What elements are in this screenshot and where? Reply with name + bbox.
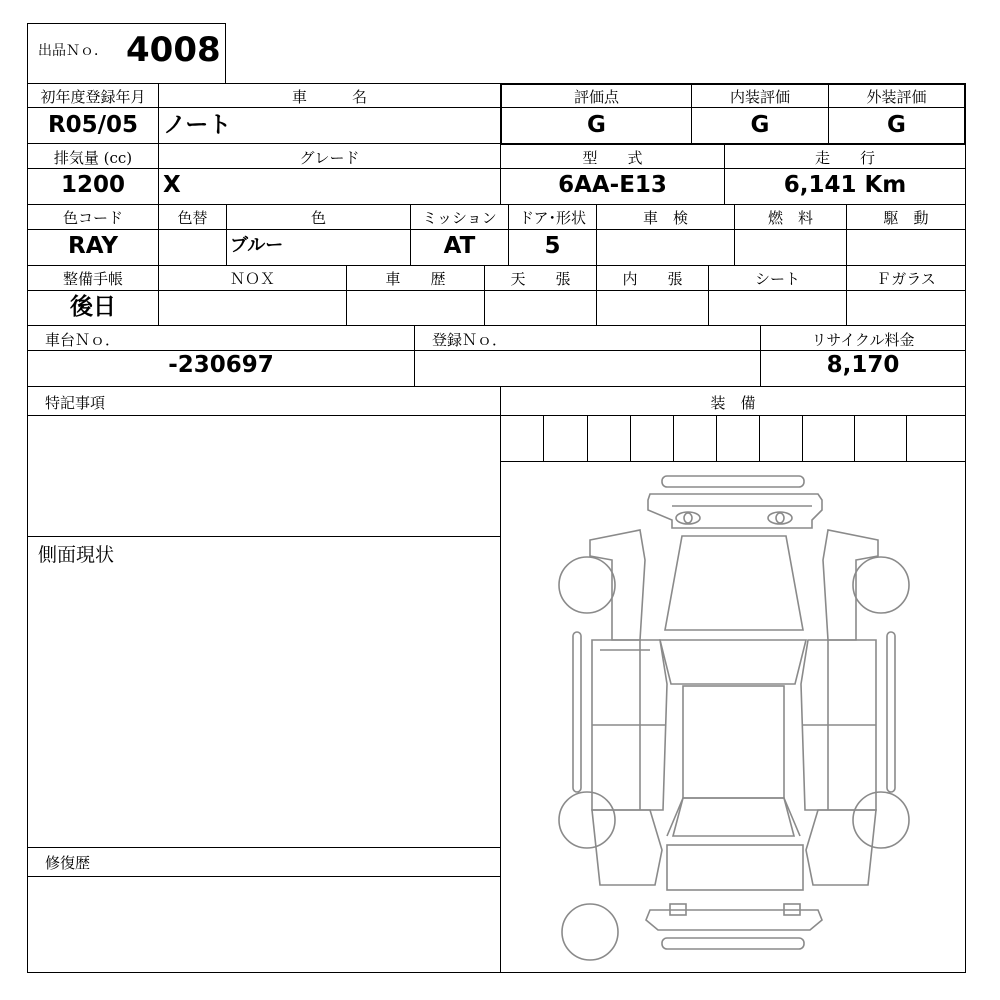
repaint-label: 色替 [177,209,208,227]
front-bumper [648,494,822,528]
right-rocker-panel [887,632,895,792]
repair-history-label: 修復歴 [45,854,91,872]
interior-trim-label: 内 張 [622,270,683,288]
left-rocker-panel [573,632,581,792]
front-glass-label: Ｆガラス [876,270,936,288]
transmission-label: ミッション [422,209,497,227]
registration-number-label: 登録Ｎｏ． [432,331,508,349]
lot-number-value: 4008 [126,30,221,70]
color-code-value: RAY [68,233,118,259]
first-registration-value: R05/05 [47,112,139,138]
tailgate-panel [667,845,803,890]
headlight-left-inner [684,513,692,523]
headliner-label: 天 張 [510,270,571,288]
maintenance-record-label: 整備手帳 [62,270,123,288]
drive-label: 駆 動 [883,209,929,227]
rear-fender-right [806,810,876,885]
doors-value: 5 [544,233,561,259]
spare-wheel [562,904,618,960]
score-value: G [587,112,606,138]
nox-label: ＮＯＸ [229,270,275,288]
rear-window [673,798,794,836]
front-bumper-top [662,476,804,487]
color-code-label: 色コード [62,209,123,227]
fuel-label: 燃 料 [767,209,813,227]
chassis-number-value: -230697 [168,352,274,378]
windshield [660,640,806,684]
rear-wheel-left [559,792,615,848]
doors-label: ドア･形状 [518,209,587,227]
front-wheel-left [559,557,615,613]
first-registration-label: 初年度登録年月 [40,88,146,106]
model-code-value: 6AA-E13 [558,172,667,198]
transmission-value: AT [443,233,476,259]
equipment-label: 装 備 [710,394,756,412]
notes-label: 特記事項 [45,394,106,412]
color-value: ブルー [230,235,284,256]
color-label: 色 [310,209,326,227]
roof-panel [683,686,784,798]
model-code-label: 型 式 [582,149,643,167]
grade-label: グレード [299,149,360,167]
rear-wheel-right [853,792,909,848]
headlight-right-inner [776,513,784,523]
hood-panel [665,536,803,630]
seat-label: シート [754,270,800,288]
rear-pillars [667,798,800,836]
grade-value: X [163,172,181,198]
rear-bumper [646,910,822,930]
recycle-fee-label: リサイクル料金 [811,331,915,349]
score-label: 評価点 [573,88,619,106]
front-fender-right [823,530,878,640]
exterior-score-label: 外装評価 [866,88,927,106]
car-name-value: ノート [163,112,232,138]
lot-number-label: 出品Ｎｏ． [38,43,108,59]
front-fender-left [590,530,645,640]
chassis-number-label: 車台Ｎｏ． [45,331,121,349]
displacement-label: 排気量 (cc) [53,149,133,167]
car-name-label: 車 名 [291,88,367,106]
interior-score-label: 内装評価 [729,88,790,106]
mileage-value: 6,141 Km [783,172,907,198]
mileage-label: 走 行 [814,149,875,167]
maintenance-record-value: 後日 [70,294,116,320]
displacement-value: 1200 [60,172,125,198]
rear-fender-left [592,810,662,885]
inspection-label: 車 検 [642,209,688,227]
vehicle-history-label: 車 歴 [385,270,446,288]
rear-bumper-bottom [662,938,804,949]
interior-score-value: G [750,112,770,138]
side-condition-label: 側面現状 [38,544,115,566]
recycle-fee-value: 8,170 [826,352,900,378]
exterior-score-value: G [887,112,906,138]
front-wheel-right [853,557,909,613]
